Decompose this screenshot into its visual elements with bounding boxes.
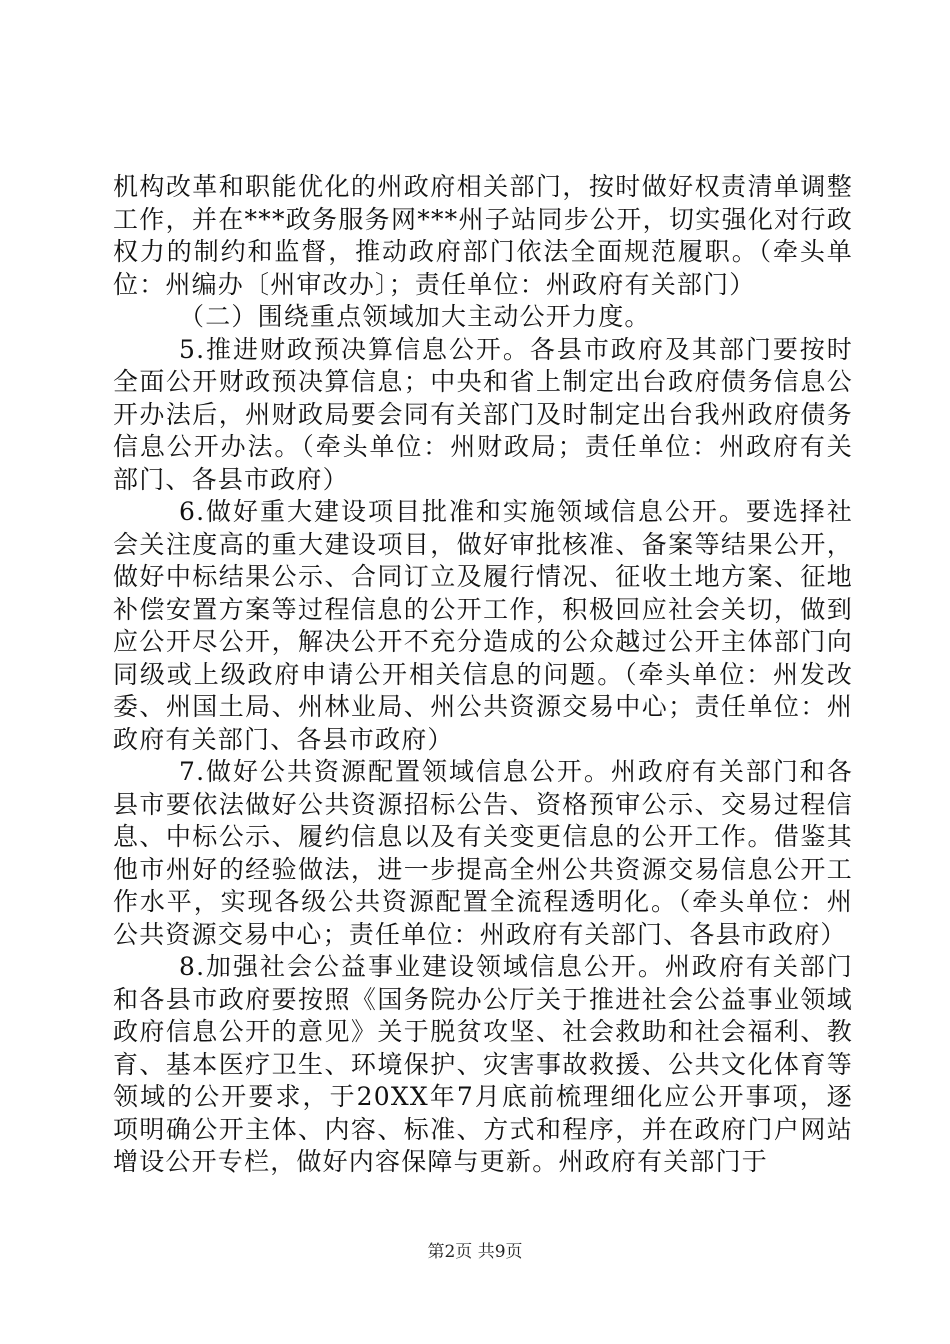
section-heading: （二）围绕重点领域加大主动公开力度。: [179, 302, 651, 331]
paragraph-item-7: 7.做好公共资源配置领域信息公开。州政府有关部门和各县市要依法做好公共资源招标公告、资格预审公示、交易过程信息、中标公示、履约信息以及有关变更信息的公开工作。借鉴其他市州好的经验做法，进一步提高全州公共资源交易信息公开工作水平，实现各级公共资源配置全流程透明化。（牵头单位：州公共资源交易中心；责任单位：州政府有关部门、各县市政府）: [113, 757, 853, 949]
paragraph-item-5: 5.推进财政预决算信息公开。各县市政府及其部门要按时全面公开财政预决算信息；中央和省上制定出台政府债务信息公开办法后，州财政局要会同有关部门及时制定出台我州政府债务信息公开办法。（牵头单位：州财政局；责任单位：州政府有关部门、各县市政府）: [113, 334, 853, 494]
document-body: [113, 171, 853, 1179]
paragraph-continuation: 机构改革和职能优化的州政府相关部门，按时做好权责清单调整工作，并在***政务服务网***州子站同步公开，切实强化对行政权力的制约和监督，推动政府部门依法全面规范履职。（牵头单位：州编办〔州审改办〕；责任单位：州政府有关部门）: [113, 172, 853, 299]
paragraph-item-8: 8.加强社会公益事业建设领域信息公开。州政府有关部门和各县市政府要按照《国务院办公厅关于推进社会公益事业领域政府信息公开的意见》关于脱贫攻坚、社会救助和社会福利、教育、基本医疗卫生、环境保护、灾害事故救援、公共文化体育等领域的公开要求，于20XX年7月底前梳理细化应公开事项，逐项明确公开主体、内容、标准、方式和程序，并在政府门户网站增设公开专栏，做好内容保障与更新。州政府有关部门于: [113, 952, 853, 1176]
paragraph-item-6: 6.做好重大建设项目批准和实施领域信息公开。要选择社会关注度高的重大建设项目，做好审批核准、备案等结果公开，做好中标结果公示、合同订立及履行情况、征收土地方案、征地补偿安置方案等过程信息的公开工作，积极回应社会关切，做到应公开尽公开，解决公开不充分造成的公众越过公开主体部门向同级或上级政府申请公开相关信息的问题。（牵头单位：州发改委、州国土局、州林业局、州公共资源交易中心；责任单位：州政府有关部门、各县市政府）: [113, 497, 853, 754]
page-number-footer: 第2页 共9页: [427, 1242, 523, 1262]
